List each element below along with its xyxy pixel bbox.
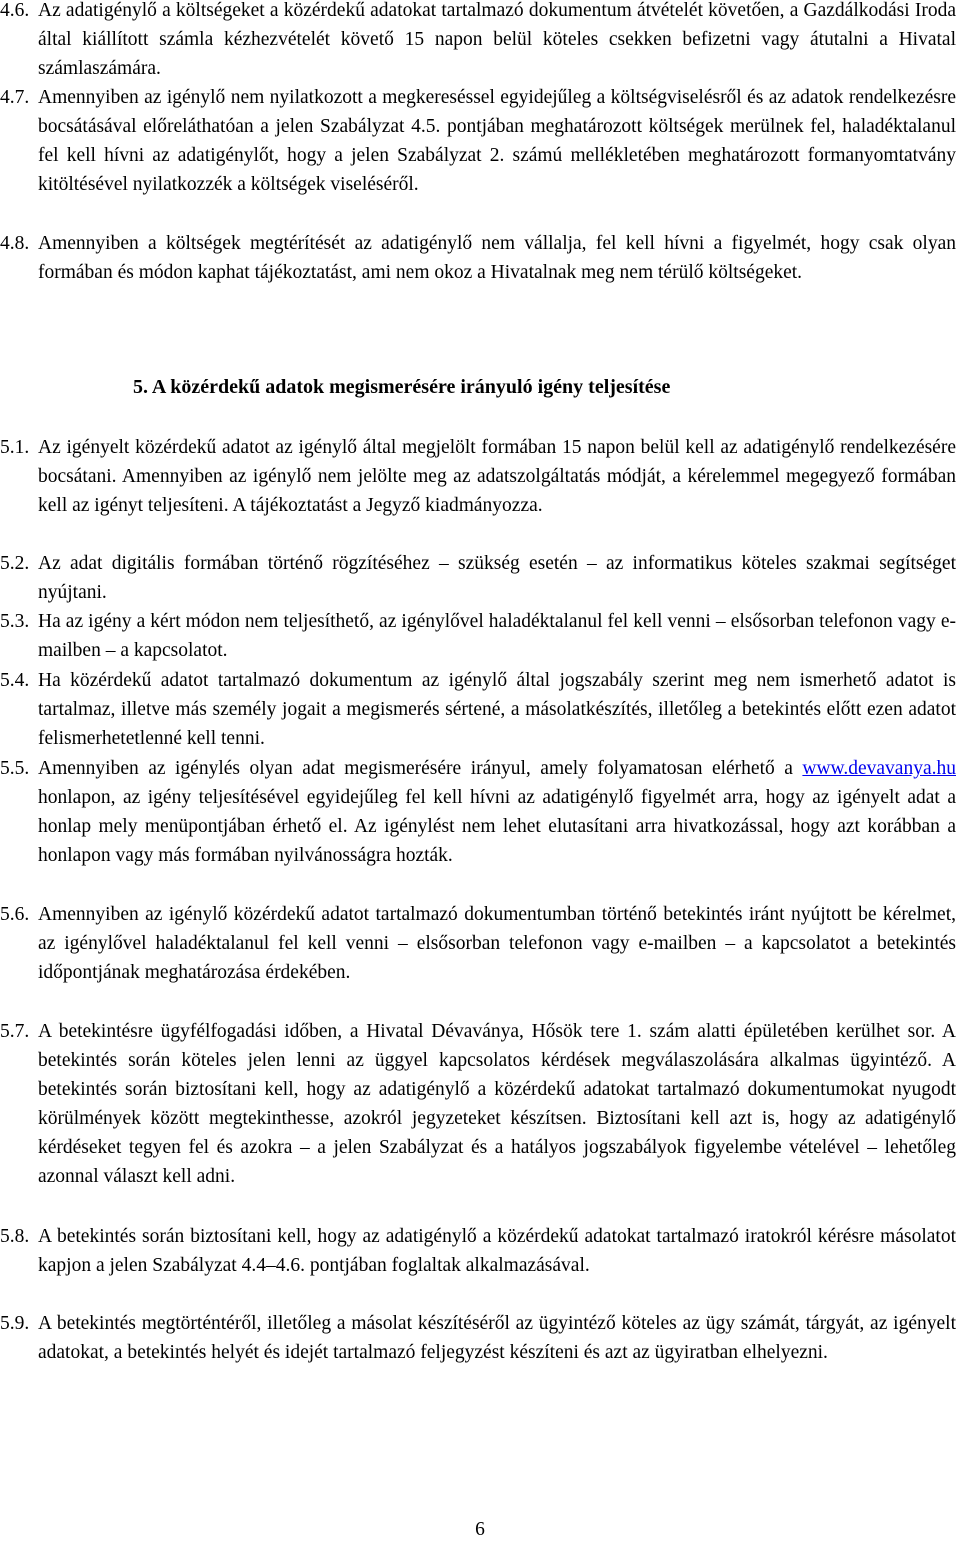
section-number: 5.4. — [0, 670, 30, 691]
section-text: A betekintésre ügyfélfogadási időben, a Hivatal Dévaványa, Hősök tere 1. szám alatti épületében kerülhet sor. A betekintés során köteles jelen lenni az üggyel kapcsolatos kérdések megválaszolására alkalmas ügyintéző. A betekintés során biztosítani kell, hogy az adatigénylő a közérdekű adatokat tartalmazó dokumentumokat nyugodt körülmények között megtekinthesse, azokról jegyzeteket készítsen. Biztosítani kell azt is, hogy az adatigénylő kérdéseket tegyen fel és azokra – a jelen Szabályzat és a hatályos jogszabályok figyelembe vételével – lehetőleg azonnal választ kell adni. — [38, 1021, 956, 1187]
section-number: 4.8. — [0, 233, 30, 254]
section-5-3 — [0, 607, 956, 665]
section-number: 5.2. — [0, 553, 30, 574]
section-5-7 — [0, 1017, 956, 1191]
section-text-part: Amennyiben az igénylés olyan adat megismerésére irányul, amely folyamatosan elérhető a — [38, 758, 803, 779]
section-heading: 5. A közérdekű adatok megismerésére irányuló igény teljesítése — [133, 376, 671, 398]
section-text: A betekintés során biztosítani kell, hogy az adatigénylő a közérdekű adatokat tartalmazó iratokról kérésre másolatot kapjon a jelen Szabályzat 4.4–4.6. pontjában foglaltak alkalmazásával. — [38, 1226, 956, 1276]
section-4-7 — [0, 83, 956, 199]
section-number: 5.8. — [0, 1226, 30, 1247]
section-5-8 — [0, 1222, 956, 1280]
section-number: 5.9. — [0, 1313, 30, 1334]
section-text: Amennyiben a költségek megtérítését az adatigénylő nem vállalja, fel kell hívni a figyelmét, hogy csak olyan formában és módon kaphat tájékoztatást, ami nem okoz a Hivatalnak meg nem térülő költségeket. — [38, 233, 956, 283]
section-5-4 — [0, 666, 956, 753]
section-text: Az adatigénylő a költségeket a közérdekű adatokat tartalmazó dokumentum átvételét követően, a Gazdálkodási Iroda által kiállított számla kézhezvételét követő 15 napon belül köteles csekken befizetni vagy átutalni a Hivatal számlaszámára. — [38, 0, 956, 79]
section-4-8 — [0, 229, 956, 287]
website-link[interactable]: www.devavanya.hu — [802, 758, 956, 779]
section-text: Az igényelt közérdekű adatot az igénylő által megjelölt formában 15 napon belül kell az adatigénylő rendelkezésére bocsátani. Amennyiben az igénylő nem jelölte meg az adatszolgáltatás módját, a kérelemmel megegyező formában kell az igényt teljesíteni. A tájékoztatást a Jegyző kiadmányozza. — [38, 437, 956, 516]
section-number: 5.1. — [0, 437, 30, 458]
section-text: Ha közérdekű adatot tartalmazó dokumentum az igénylő által jogszabály szerint meg nem ismerhető adatot is tartalmaz, illetve más személy jogait a megismerés sértené, a másolatkészítés, illetőleg a betekintés előtt ezen adatot felismerhetetlenné kell tenni. — [38, 670, 956, 749]
section-text: Amennyiben az igénylő nem nyilatkozott a megkereséssel egyidejűleg a költségviselésről és az adatok rendelkezésre bocsátásával előreláthatóan a jelen Szabályzat 4.5. pontjában meghatározott költségek merülnek fel, haladéktalanul fel kell hívni az adatigénylőt, hogy a jelen Szabályzat 2. számú mellékletében meghatározott formanyomtatvány kitöltésével nyilatkozzék a költségek viseléséről. — [38, 87, 956, 195]
section-text — [0, 754, 956, 870]
section-text: Ha az igény a kért módon nem teljesíthető, az igénylővel haladéktalanul fel kell venni – elsősorban telefonon vagy e-mailben – a kapcsolatot. — [38, 611, 956, 661]
section-number: 5.3. — [0, 611, 30, 632]
section-5-1 — [0, 433, 956, 520]
section-text: Amennyiben az igénylő közérdekű adatot tartalmazó dokumentumban történő betekintés iránt nyújtott be kérelmet, az igénylővel haladéktalanul fel kell venni – elsősorban telefonon vagy e-mailben – a kapcsolatot a betekintés időpontjának meghatározása érdekében. — [38, 904, 956, 983]
section-number: 5.7. — [0, 1021, 30, 1042]
section-number: 4.6. — [0, 0, 30, 21]
section-text: Az adat digitális formában történő rögzítéséhez – szükség esetén – az informatikus köteles szakmai segítséget nyújtani. — [38, 553, 956, 603]
page-number: 6 — [475, 1519, 485, 1540]
section-4-6 — [0, 0, 956, 83]
section-5-6 — [0, 900, 956, 987]
section-text-part: honlapon, az igény teljesítésével egyidejűleg fel kell hívni az adatigénylő figyelmét arra, hogy az igényelt adat a honlap mely menüpontjában érhető el. Az igénylést nem lehet elutasítani arra hivatkozással, hogy azt korábban a honlapon vagy más formában nyilvánosságra hozták. — [38, 787, 956, 866]
section-5-9 — [0, 1309, 956, 1367]
section-text: A betekintés megtörténtéről, illetőleg a másolat készítéséről az ügyintéző köteles az ügy számát, tárgyát, az igényelt adatokat, a betekintés helyét és idejét tartalmazó feljegyzést készíteni és azt az ügyiratban elhelyezni. — [38, 1313, 956, 1363]
section-number: 5.6. — [0, 904, 30, 925]
section-5-5 — [0, 754, 956, 870]
section-5-2 — [0, 549, 956, 607]
section-number: 5.5. — [0, 758, 30, 779]
section-number: 4.7. — [0, 87, 30, 108]
